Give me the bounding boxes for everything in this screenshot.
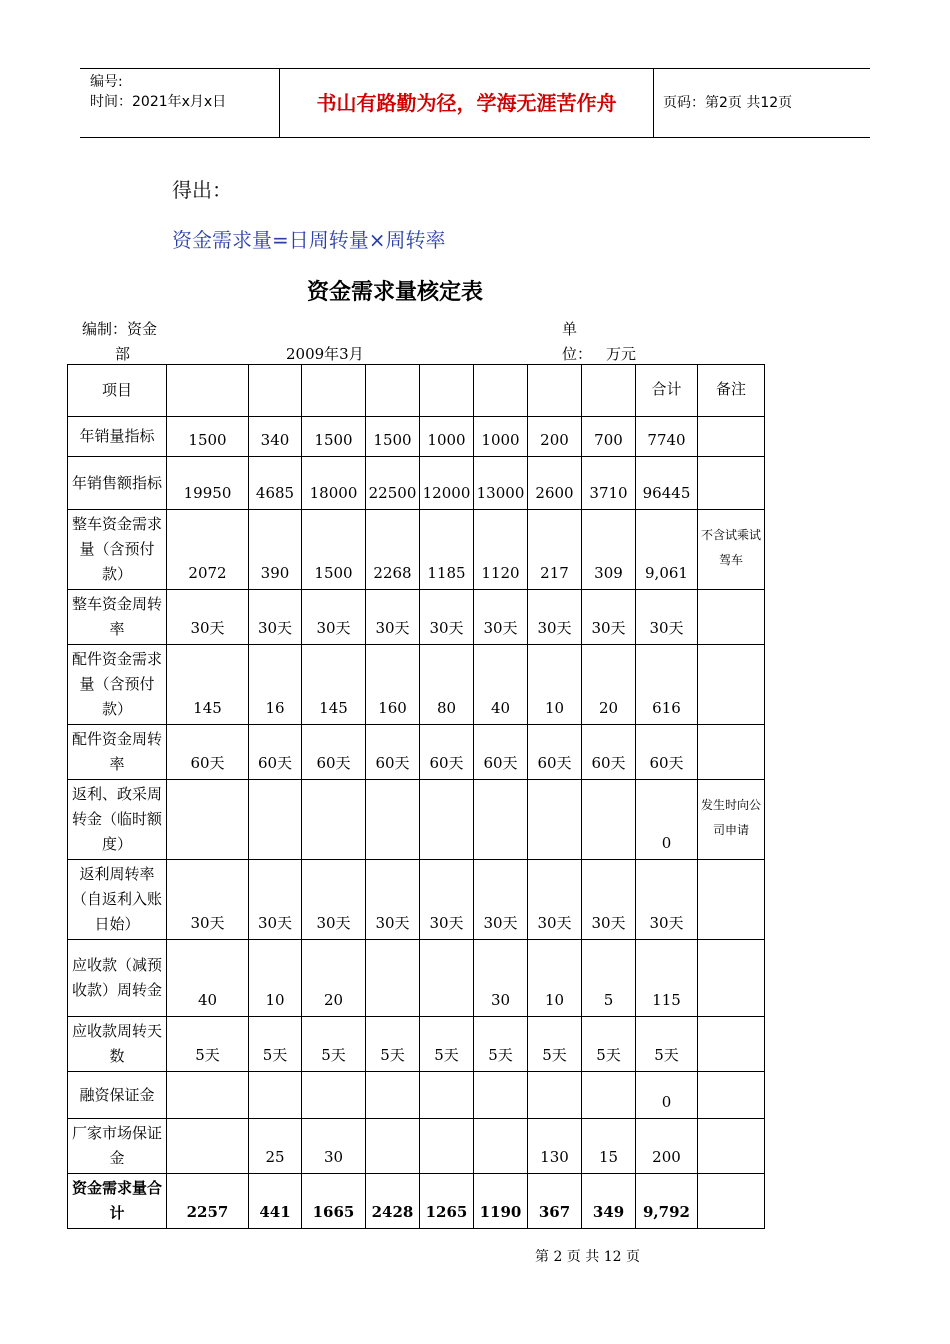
table-row xyxy=(68,1017,765,1072)
date-label: 2009年3月 xyxy=(286,345,364,363)
row-label-cell: 整车资金需求量（含预付款） xyxy=(68,510,167,590)
value-cell: 1190 xyxy=(474,1174,528,1229)
value-cell: 30天 xyxy=(582,590,636,645)
value-cell: 5天 xyxy=(528,1017,582,1072)
remark-cell xyxy=(698,940,765,1017)
value-cell xyxy=(167,1119,249,1174)
value-cell xyxy=(167,365,249,417)
page-footer: 第 2 页 共 12 页 xyxy=(535,1249,640,1265)
header-motto: 书山有路勤为径，学海无涯苦作舟 xyxy=(280,69,654,137)
capital-demand-table xyxy=(67,364,765,1229)
remark-cell: 发生时向公司申请 xyxy=(698,780,765,860)
deduce-text: 得出： xyxy=(172,178,232,202)
row-label-cell: 应收款周转天数 xyxy=(68,1017,167,1072)
value-cell: 15 xyxy=(582,1119,636,1174)
row-label-cell: 项目 xyxy=(68,365,167,417)
value-cell: 1500 xyxy=(302,510,366,590)
row-label-cell: 返利、政采周转金（临时额度） xyxy=(68,780,167,860)
value-cell: 5天 xyxy=(167,1017,249,1072)
value-cell: 0 xyxy=(636,1072,698,1119)
value-cell: 1665 xyxy=(302,1174,366,1229)
remark-cell xyxy=(698,725,765,780)
table-row xyxy=(68,645,765,725)
value-cell xyxy=(249,365,302,417)
value-cell: 30天 xyxy=(636,590,698,645)
value-cell xyxy=(474,1072,528,1119)
remark-cell xyxy=(698,645,765,725)
table-row xyxy=(68,457,765,510)
value-cell: 60天 xyxy=(302,725,366,780)
remark-cell xyxy=(698,590,765,645)
remark-cell xyxy=(698,860,765,940)
table-row xyxy=(68,1119,765,1174)
value-cell xyxy=(420,1119,474,1174)
value-cell: 9,061 xyxy=(636,510,698,590)
value-cell: 0 xyxy=(636,780,698,860)
value-cell: 60天 xyxy=(366,725,420,780)
value-cell xyxy=(302,365,366,417)
value-cell: 1500 xyxy=(366,417,420,457)
unit-label-cont: 位： xyxy=(562,345,593,363)
row-label-cell: 年销售额指标 xyxy=(68,457,167,510)
value-cell xyxy=(366,1072,420,1119)
value-cell xyxy=(474,365,528,417)
table-row xyxy=(68,417,765,457)
value-cell: 22500 xyxy=(366,457,420,510)
value-cell xyxy=(366,940,420,1017)
value-cell xyxy=(167,1072,249,1119)
value-cell: 115 xyxy=(636,940,698,1017)
value-cell: 30天 xyxy=(474,590,528,645)
value-cell: 30天 xyxy=(420,860,474,940)
value-cell: 5天 xyxy=(582,1017,636,1072)
remark-cell: 不含试乘试驾车 xyxy=(698,510,765,590)
value-cell: 30天 xyxy=(366,590,420,645)
value-cell: 2072 xyxy=(167,510,249,590)
value-cell: 合计 xyxy=(636,365,698,417)
value-cell: 30天 xyxy=(420,590,474,645)
value-cell: 30天 xyxy=(249,590,302,645)
remark-cell: 备注 xyxy=(698,365,765,417)
value-cell: 16 xyxy=(249,645,302,725)
value-cell xyxy=(420,780,474,860)
document-header xyxy=(80,68,870,138)
value-cell: 10 xyxy=(528,645,582,725)
value-cell: 160 xyxy=(366,645,420,725)
value-cell xyxy=(582,365,636,417)
row-label-cell: 应收款（减预收款）周转金 xyxy=(68,940,167,1017)
remark-cell xyxy=(698,1017,765,1072)
row-label-cell: 年销量指标 xyxy=(68,417,167,457)
value-cell: 367 xyxy=(528,1174,582,1229)
value-cell xyxy=(366,1119,420,1174)
value-cell: 25 xyxy=(249,1119,302,1174)
value-cell xyxy=(582,1072,636,1119)
table-row xyxy=(68,780,765,860)
remark-cell xyxy=(698,1174,765,1229)
value-cell: 13000 xyxy=(474,457,528,510)
value-cell: 616 xyxy=(636,645,698,725)
value-cell: 5天 xyxy=(474,1017,528,1072)
row-label-cell: 厂家市场保证金 xyxy=(68,1119,167,1174)
compiler-label: 编制：资金 xyxy=(82,320,158,338)
value-cell xyxy=(528,365,582,417)
value-cell: 96445 xyxy=(636,457,698,510)
value-cell: 5 xyxy=(582,940,636,1017)
value-cell xyxy=(249,1072,302,1119)
value-cell xyxy=(302,780,366,860)
table-row xyxy=(68,510,765,590)
value-cell: 145 xyxy=(167,645,249,725)
formula-text: 资金需求量=日周转量×周转率 xyxy=(172,228,446,252)
value-cell: 1120 xyxy=(474,510,528,590)
value-cell: 40 xyxy=(167,940,249,1017)
value-cell xyxy=(366,780,420,860)
value-cell: 30天 xyxy=(167,860,249,940)
table-row xyxy=(68,725,765,780)
table-row xyxy=(68,1072,765,1119)
value-cell: 2600 xyxy=(528,457,582,510)
value-cell: 2268 xyxy=(366,510,420,590)
value-cell: 5天 xyxy=(249,1017,302,1072)
value-cell: 1500 xyxy=(302,417,366,457)
value-cell: 5天 xyxy=(366,1017,420,1072)
remark-cell xyxy=(698,417,765,457)
remark-cell xyxy=(698,1119,765,1174)
value-cell: 3710 xyxy=(582,457,636,510)
value-cell: 60天 xyxy=(582,725,636,780)
value-cell: 1000 xyxy=(474,417,528,457)
header-info xyxy=(80,69,280,137)
value-cell: 30天 xyxy=(474,860,528,940)
value-cell: 30 xyxy=(302,1119,366,1174)
value-cell: 5天 xyxy=(420,1017,474,1072)
value-cell xyxy=(420,365,474,417)
unit-value: 万元 xyxy=(606,345,637,363)
value-cell: 60天 xyxy=(474,725,528,780)
value-cell: 40 xyxy=(474,645,528,725)
remark-cell xyxy=(698,457,765,510)
value-cell: 12000 xyxy=(420,457,474,510)
value-cell xyxy=(302,1072,366,1119)
value-cell: 30天 xyxy=(167,590,249,645)
value-cell: 60天 xyxy=(249,725,302,780)
value-cell: 7740 xyxy=(636,417,698,457)
value-cell: 700 xyxy=(582,417,636,457)
value-cell: 9,792 xyxy=(636,1174,698,1229)
value-cell: 30天 xyxy=(582,860,636,940)
value-cell: 1000 xyxy=(420,417,474,457)
value-cell: 1500 xyxy=(167,417,249,457)
value-cell: 30天 xyxy=(249,860,302,940)
value-cell: 130 xyxy=(528,1119,582,1174)
value-cell: 30天 xyxy=(366,860,420,940)
value-cell xyxy=(420,940,474,1017)
value-cell: 60天 xyxy=(420,725,474,780)
value-cell: 30天 xyxy=(302,860,366,940)
value-cell: 80 xyxy=(420,645,474,725)
value-cell xyxy=(528,780,582,860)
table-title: 资金需求量核定表 xyxy=(306,280,483,305)
value-cell: 390 xyxy=(249,510,302,590)
value-cell: 60天 xyxy=(636,725,698,780)
value-cell xyxy=(366,365,420,417)
value-cell: 1185 xyxy=(420,510,474,590)
number-label: 编号: xyxy=(90,74,123,90)
value-cell: 5天 xyxy=(636,1017,698,1072)
value-cell: 200 xyxy=(636,1119,698,1174)
value-cell: 217 xyxy=(528,510,582,590)
value-cell: 441 xyxy=(249,1174,302,1229)
value-cell xyxy=(249,780,302,860)
row-label-cell: 返利周转率（自返利入账日始） xyxy=(68,860,167,940)
value-cell: 30天 xyxy=(528,590,582,645)
value-cell: 20 xyxy=(582,645,636,725)
value-cell xyxy=(582,780,636,860)
table-row xyxy=(68,940,765,1017)
value-cell: 10 xyxy=(249,940,302,1017)
table-row xyxy=(68,590,765,645)
value-cell: 30天 xyxy=(528,860,582,940)
value-cell: 10 xyxy=(528,940,582,1017)
value-cell xyxy=(528,1072,582,1119)
value-cell: 30天 xyxy=(636,860,698,940)
value-cell: 4685 xyxy=(249,457,302,510)
header-page-info: 页码：第2页 共12页 xyxy=(663,95,793,111)
value-cell: 309 xyxy=(582,510,636,590)
row-label-cell: 配件资金需求量（含预付款） xyxy=(68,645,167,725)
value-cell xyxy=(474,1119,528,1174)
value-cell xyxy=(474,780,528,860)
value-cell: 340 xyxy=(249,417,302,457)
value-cell: 2428 xyxy=(366,1174,420,1229)
row-label-cell: 整车资金周转率 xyxy=(68,590,167,645)
row-label-cell: 资金需求量合计 xyxy=(68,1174,167,1229)
value-cell: 200 xyxy=(528,417,582,457)
compiler-label-cont: 部 xyxy=(115,345,131,363)
table-header-row xyxy=(68,365,765,417)
value-cell: 30天 xyxy=(302,590,366,645)
table-row xyxy=(68,1174,765,1229)
value-cell: 60天 xyxy=(528,725,582,780)
value-cell: 60天 xyxy=(167,725,249,780)
value-cell: 30 xyxy=(474,940,528,1017)
value-cell xyxy=(420,1072,474,1119)
value-cell: 349 xyxy=(582,1174,636,1229)
value-cell: 18000 xyxy=(302,457,366,510)
row-label-cell: 融资保证金 xyxy=(68,1072,167,1119)
value-cell: 145 xyxy=(302,645,366,725)
value-cell: 20 xyxy=(302,940,366,1017)
remark-cell xyxy=(698,1072,765,1119)
value-cell xyxy=(167,780,249,860)
row-label-cell: 配件资金周转率 xyxy=(68,725,167,780)
value-cell: 1265 xyxy=(420,1174,474,1229)
table-row xyxy=(68,860,765,940)
time-label: 时间：2021年x月x日 xyxy=(90,94,227,110)
unit-label: 单 xyxy=(562,320,578,338)
value-cell: 5天 xyxy=(302,1017,366,1072)
value-cell: 2257 xyxy=(167,1174,249,1229)
value-cell: 19950 xyxy=(167,457,249,510)
